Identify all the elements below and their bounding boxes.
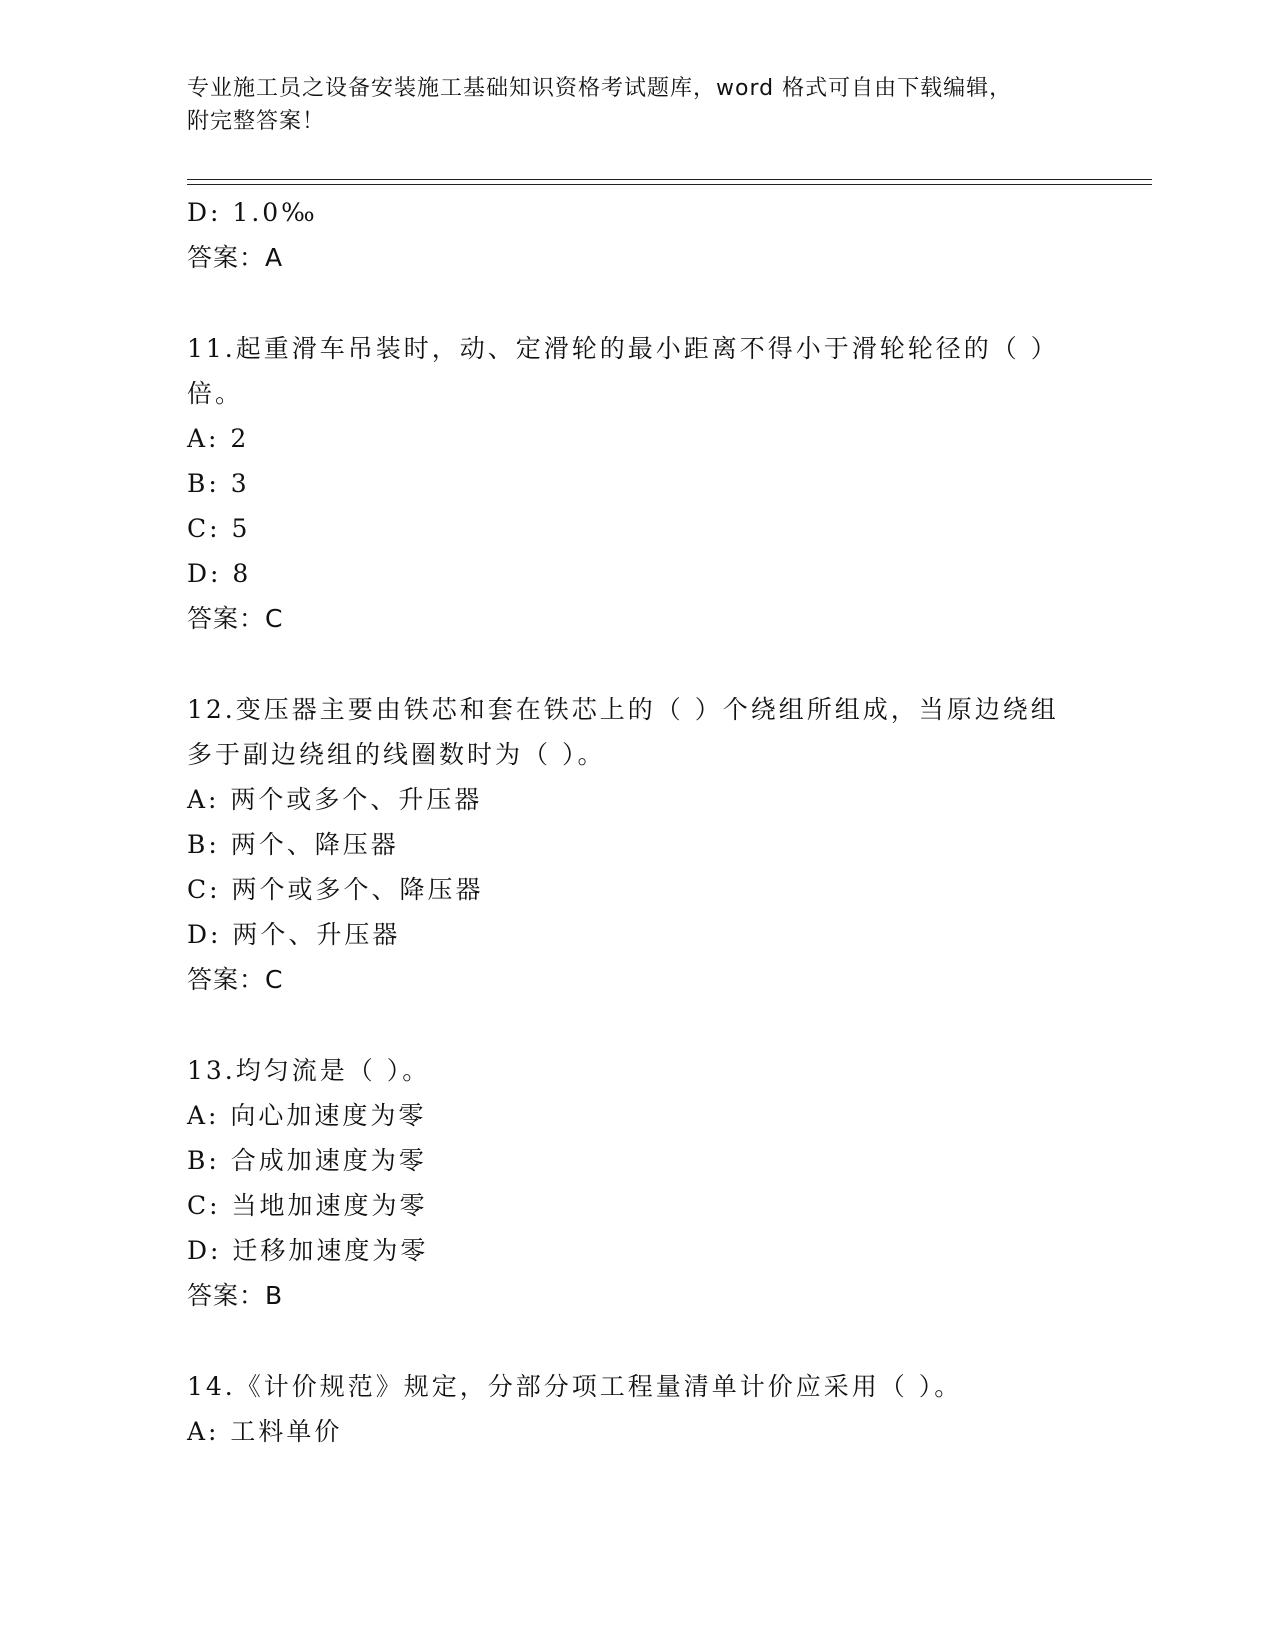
answer: 答案：C [187,604,284,633]
question-12 [187,687,1067,1002]
question-list [187,190,1067,1454]
option-c: C: 5 [187,514,251,543]
option-d: D: 两个、升压器 [187,920,401,949]
question-14 [187,1364,1067,1454]
question-text: 13.均匀流是（ ）。 [187,1056,431,1085]
option-c: C: 两个或多个、降压器 [187,875,484,904]
option-b: B: 两个、降压器 [187,830,399,859]
question-13 [187,1048,1067,1318]
option-a: A: 两个或多个、升压器 [187,785,483,814]
header-divider-top [187,179,1152,180]
option-a: A: 工料单价 [187,1417,343,1446]
question-text: 11.起重滑车吊装时，动、定滑轮的最小距离不得小于滑轮轮径的（ ）倍。 [187,334,1059,408]
answer: 答案：B [187,1281,284,1310]
answer: 答案：C [187,965,284,994]
header-line-1: 专业施工员之设备安装施工基础知识资格考试题库，word 格式可自由下载编辑， [187,76,1013,101]
option-b: B: 3 [187,469,250,498]
option-c: C: 当地加速度为零 [187,1191,428,1220]
option-a: A: 向心加速度为零 [187,1101,427,1130]
option-a: A: 2 [187,424,250,453]
option-d: D: 1.0‰ [187,198,318,227]
question-text: 12.变压器主要由铁芯和套在铁芯上的（ ）个绕组所组成，当原边绕组多于副边绕组的线圈数时为（ ）。 [187,695,1059,769]
header-divider-bottom [187,184,1152,185]
option-d: D: 8 [187,559,252,588]
answer: 答案：A [187,243,284,272]
header-line-2: 附完整答案！ [187,109,326,134]
option-b: B: 合成加速度为零 [187,1146,427,1175]
question-11 [187,326,1067,641]
document-header [187,72,1067,138]
question-text: 14.《计价规范》规定，分部分项工程量清单计价应采用（ ）。 [187,1372,963,1401]
option-d: D: 迁移加速度为零 [187,1236,429,1265]
